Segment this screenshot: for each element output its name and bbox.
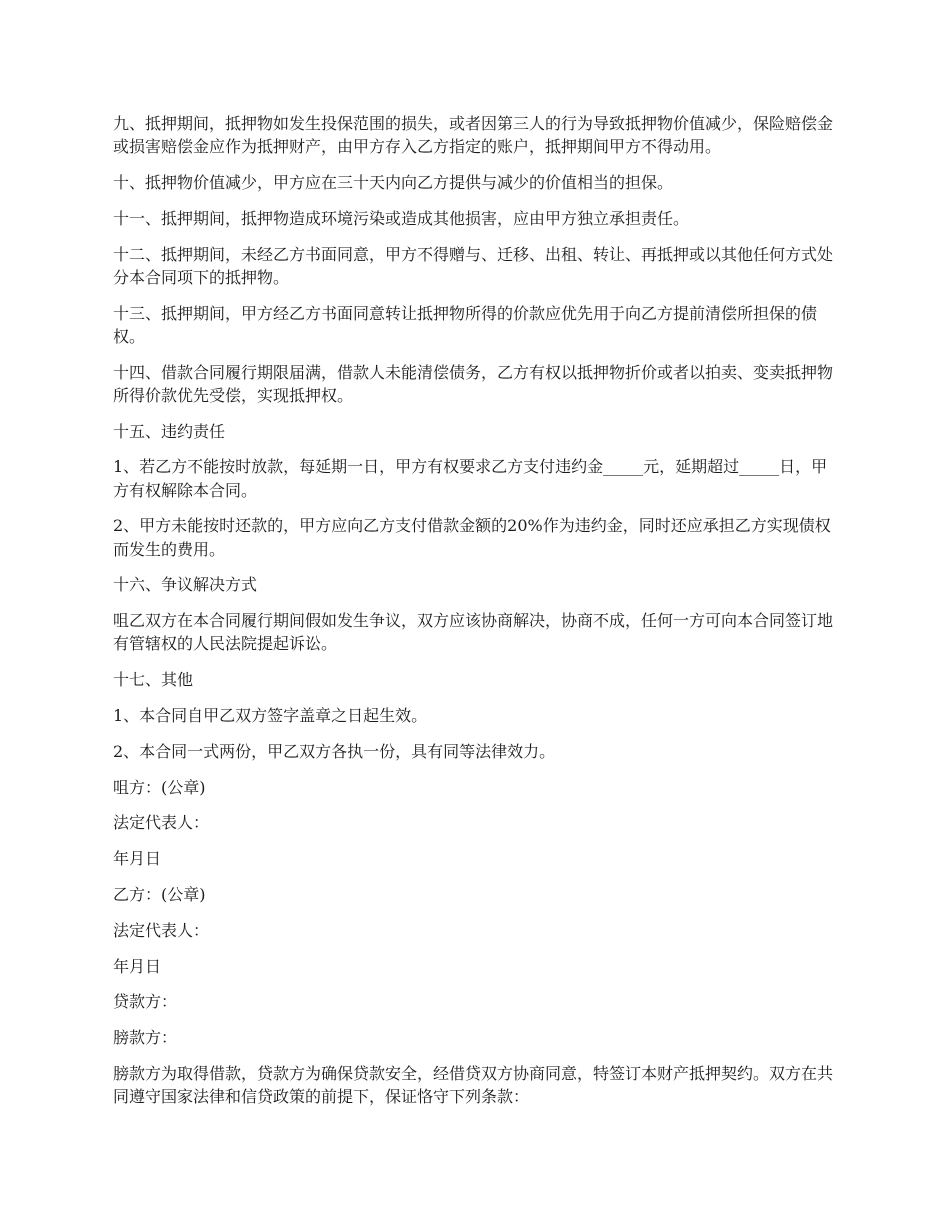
breach-item-1: 1、若乙方不能按时放款，每延期一日，甲方有权要求乙方支付违约金_____元，延期超过_____日，甲方有权解除本合同。 [113,457,828,500]
party-b-seal: 乙方：(公章) [113,884,206,904]
lender-label: 贷款方： [113,992,178,1012]
breach-item-2: 2、甲方未能按时还款的，甲方应向乙方支付借款金额的20%作为违约金，同时还应承担乙方实现债权而发生的费用。 [113,516,831,559]
section-heading-dispute: 十六、争议解决方式 [113,575,258,595]
other-item-1: 1、本合同自甲乙双方签字盖章之日起生效。 [113,705,428,725]
party-b-representative: 法定代表人： [113,920,210,940]
section-heading-breach: 十五、违约责任 [113,421,226,441]
party-a-date: 年月日 [113,849,162,869]
party-a-seal: 咀方：(公章) [113,777,206,797]
clause-14: 十四、借款合同履行期限届满，借款人未能清偿债务，乙方有权以抵押物折价或者以拍卖、变卖抵押物所得价款优先受偿，实现抵押权。 [113,362,834,405]
other-item-2: 2、本合同一式两份，甲乙双方各执一份，具有同等法律效力。 [113,741,556,761]
contract-preamble: 膀款方为取得借款，贷款方为确保贷款安全，经借贷双方协商同意，特签订本财产抵押契约。双方在共同遵守国家法律和信贷政策的前提下，保证恪守下列条款： [113,1063,834,1107]
clause-11: 十一、抵押期间，抵押物造成环境污染或造成其他损害，应由甲方独立承担责任。 [113,208,690,228]
clause-9: 九、抵押期间，抵押物如发生投保范围的损失，或者因第三人的行为导致抵押物价值减少，保险赔偿金或损害赔偿金应作为抵押财产，由甲方存入乙方指定的账户，抵押期间甲方不得动用。 [113,114,834,157]
document-page [113,112,838,1121]
dispute-text: 咀乙双方在本合同履行期间假如发生争议，双方应该协商解决，协商不成，任何一方可向本合同签订地有管辖权的人民法院提起诉讼。 [113,611,834,654]
clause-12: 十二、抵押期间，未经乙方书面同意，甲方不得赠与、迁移、出租、转让、再抵押或以其他任何方式处分本合同项下的抵押物。 [113,244,834,287]
borrower-label: 膀款方： [113,1028,178,1048]
clause-10: 十、抵押物价值减少，甲方应在三十天内向乙方提供与减少的价值相当的担保。 [113,173,674,192]
party-b-date: 年月日 [113,956,162,976]
clause-13: 十三、抵押期间，甲方经乙方书面同意转让抵押物所得的价款应优先用于向乙方提前清偿所担保的债权。 [113,303,818,346]
section-heading-other: 十七、其他 [113,670,194,690]
party-a-representative: 法定代表人： [113,813,210,833]
